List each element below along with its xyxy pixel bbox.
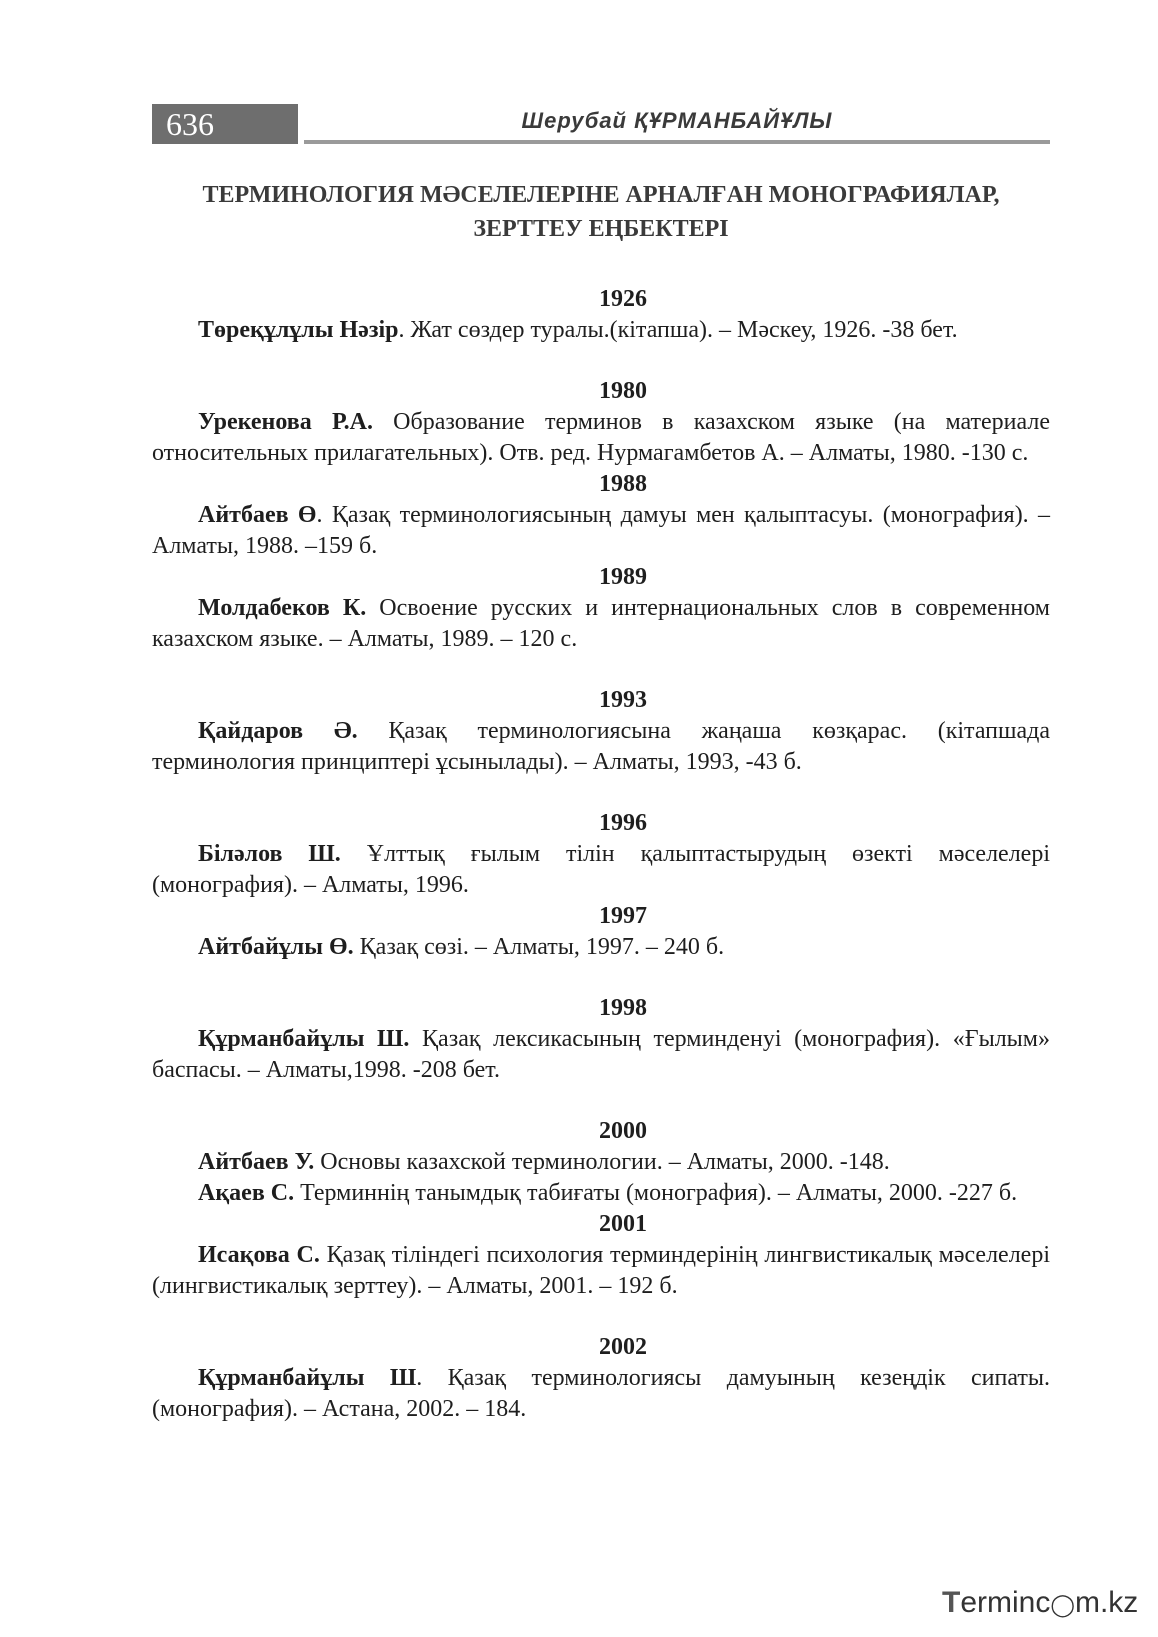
bibliography-entry xyxy=(152,1024,1050,1086)
year-heading: 1997 xyxy=(599,903,647,929)
spacer xyxy=(152,778,1050,808)
bibliography-entry xyxy=(152,716,1050,778)
spacer xyxy=(152,1302,1050,1332)
entry-text: Қазақ лексикасының терминденуі (монография). «Ғылым» баспасы. – Алматы,1998. -208 бет. xyxy=(152,1026,1050,1083)
bibliography-entry xyxy=(152,839,1050,901)
year-heading: 1926 xyxy=(599,286,647,312)
bibliography-entry xyxy=(152,407,1050,469)
bibliography-entry xyxy=(152,1147,1050,1178)
year-heading: 1996 xyxy=(599,810,647,836)
entry-author: Айтбаев Ө xyxy=(198,502,317,528)
entry-text: Основы казахской терминологии. – Алматы, 2000. -148. xyxy=(314,1149,890,1175)
entry-text: Қазақ терминологиясына жаңаша көзқарас. (кітапшада терминология принциптері ұсынылады). – Алматы, 1993, -43 б. xyxy=(152,718,1051,775)
entry-text: . Қазақ терминологиясының дамуы мен қалыптасуы. (монография). – Алматы, 1988. –159 б. xyxy=(152,502,1050,559)
section-title-line-2: ЗЕРТТЕУ ЕҢБЕКТЕРІ xyxy=(473,216,729,242)
bibliography-entry xyxy=(152,1240,1050,1302)
entry-author: Айтбайұлы Ө. xyxy=(198,934,354,960)
year-heading: 1980 xyxy=(599,378,647,404)
entry-text: . Қазақ терминологиясы дамуының кезеңдік сипаты. (монография). – Астана, 2002. – 184. xyxy=(152,1365,1050,1422)
entry-text: . Жат сөздер туралы.(кітапша). – Мәскеу, 1926. -38 бет. xyxy=(398,317,958,343)
running-head: Шерубай ҚҰРМАНБАЙҰЛЫ xyxy=(521,108,833,133)
year-heading: 1988 xyxy=(599,471,647,497)
year-heading: 1998 xyxy=(599,995,647,1021)
header-rule xyxy=(304,140,1050,144)
site-watermark xyxy=(942,1584,1138,1622)
watermark-text: erminc xyxy=(960,1586,1051,1619)
entry-text: Ұлттық ғылым тілін қалыптастырудың өзекті мәселелері (монография). – Алматы, 1996. xyxy=(152,841,1050,898)
entry-author: Құрманбайұлы Ш. xyxy=(198,1026,410,1052)
year-heading: 1989 xyxy=(599,564,647,590)
entry-author: Қайдаров Ә. xyxy=(198,718,358,744)
page-header xyxy=(152,104,1050,146)
year-heading: 2002 xyxy=(599,1334,647,1360)
entry-text: Терминнің танымдық табиғаты (монография). – Алматы, 2000. -227 б. xyxy=(294,1180,1018,1206)
entry-author: Біләлов Ш. xyxy=(198,841,341,867)
entry-author: Төреқұлұлы Нәзір xyxy=(198,317,399,343)
entry-author: Урекенова Р.А. xyxy=(198,409,373,435)
entry-text: Освоение русских и интернациональных слов в современном казахском языке. – Алматы, 1989. – 120 с. xyxy=(152,595,1050,652)
spacer xyxy=(152,1086,1050,1116)
bibliography-entry xyxy=(152,1178,1050,1209)
entry-author: Молдабеков К. xyxy=(198,595,367,621)
entry-author: Ақаев С. xyxy=(198,1180,295,1206)
year-heading: 1993 xyxy=(599,687,647,713)
entry-text: Образование терминов в казахском языке (на материале относительных прилагательных). Отв. ред. Нурмагамбетов А. – Алматы, 1980. -130 с. xyxy=(152,409,1051,466)
bibliography-entry xyxy=(152,1363,1050,1425)
spacer xyxy=(152,963,1050,993)
bibliography-entry xyxy=(152,500,1050,562)
entry-text: Қазақ сөзі. – Алматы, 1997. – 240 б. xyxy=(353,934,725,960)
watermark-domain: m.kz xyxy=(1074,1586,1139,1619)
bibliography-entry xyxy=(152,315,1050,346)
bibliography-entry xyxy=(152,593,1050,655)
section-title-line-1: ТЕРМИНОЛОГИЯ МӘСЕЛЕЛЕРІНЕ АРНАЛҒАН МОНОГРАФИЯЛАР, xyxy=(202,182,1000,208)
year-heading: 2000 xyxy=(599,1118,647,1144)
entry-author: Құрманбайұлы Ш xyxy=(198,1365,417,1391)
entry-author: Айтбаев У. xyxy=(198,1149,315,1175)
magnifier-icon: ◯ xyxy=(1050,1592,1075,1617)
spacer xyxy=(152,346,1050,376)
bibliography-entry xyxy=(152,932,1050,963)
entry-author: Исақова С. xyxy=(198,1242,320,1268)
entry-text: Қазақ тіліндегі психология терминдерінің лингвистикалық мәселелері (лингвистикалық зерттеу). – Алматы, 2001. – 192 б. xyxy=(152,1242,1051,1299)
spacer xyxy=(152,655,1050,685)
watermark-first-letter: T xyxy=(942,1586,961,1619)
page-number: 636 xyxy=(152,104,298,144)
year-heading: 2001 xyxy=(599,1211,647,1237)
section-title xyxy=(152,178,1050,246)
page-content xyxy=(152,178,1050,1425)
